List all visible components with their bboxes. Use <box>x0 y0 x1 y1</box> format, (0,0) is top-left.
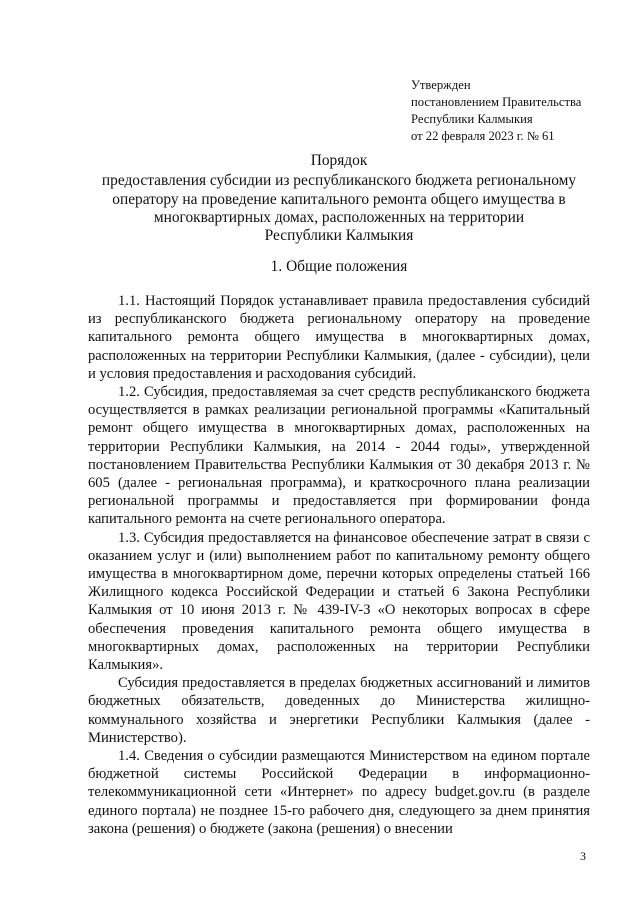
paragraph-1-4: 1.4. Сведения о субсидии размещаются Министерством на едином портале бюджетной системы Российской Федерации в информационно-телекоммуникационной сети «Интернет» по адресу budget.gov.ru (в разделе единого портала) не позднее 15-го рабочего дня, следующего за днем принятия закона (решения) о бюджете (закона (решения) о внесении <box>88 748 590 837</box>
paragraph-1-3: 1.3. Субсидия предоставляется на финансовое обеспечение затрат в связи с оказанием услуг и (или) выполнением работ по капитальному ремонту общего имущества в многоквартирном доме, перечни которых определены статьей 166 Жилищного кодекса Российской Федерации и статьей 6 Закона Республики Калмыкия от 10 июня 2013 г. № 439-IV-З «О некоторых вопросах в сфере обеспечения проведения капитального ремонта общего имущества в многоквартирных домах, расположенных на территории Республики Калмыкия». <box>88 529 590 674</box>
title-line: многоквартирных домах, расположенных на территории <box>153 208 525 226</box>
approval-date: от 22 февраля 2023 г. № 61 <box>411 129 555 143</box>
approval-line: Республики Калмыкия <box>411 112 533 126</box>
paragraph-1-1: 1.1. Настоящий Порядок устанавливает правила предоставления субсидий из республиканского бюджета региональному оператору на проведение капитального ремонта общего имущества в многоквартирных домах, расположенных на территории Республики Калмыкия, (далее - субсидии), цели и условия предоставления и расходования субсидий. <box>88 293 590 382</box>
section-heading: 1. Общие положения <box>270 258 408 275</box>
document-title <box>86 152 592 245</box>
title-line: оператору на проведение капитального ремонта общего имущества в <box>112 190 566 208</box>
section-body <box>88 292 590 838</box>
approval-stamp <box>411 77 621 145</box>
title-line: предоставления субсидии из республиканского бюджета региональному <box>101 172 577 190</box>
title-word: Порядок <box>310 152 368 169</box>
paragraph-1-2: 1.2. Субсидия, предоставляемая за счет средств республиканского бюджета осуществляется в рамках реализации региональной программы «Капитальный ремонт общего имущества в многоквартирных домах, расположенных на территории Республики Калмыкия, на 2014 - 2044 годы», утвержденной постановлением Правительства Республики Калмыкия от 30 декабря 2013 г. № 605 (далее - региональная программа), и краткосрочного плана реализации региональной программы и предоставляется при формировании фонда капитального ремонта на счете регионального оператора. <box>88 384 590 528</box>
title-line: Республики Калмыкия <box>264 227 414 245</box>
approval-line: постановлением Правительства <box>411 95 582 109</box>
paragraph-subsidy-limits: Субсидия предоставляется в пределах бюджетных ассигнований и лимитов бюджетных обязательств, доведенных до Министерства жилищно-коммунального хозяйства и энергетики Республики Калмыкия (далее - Министерство). <box>88 675 590 746</box>
approval-line: Утвержден <box>411 78 471 92</box>
page-number: 3 <box>580 849 586 863</box>
